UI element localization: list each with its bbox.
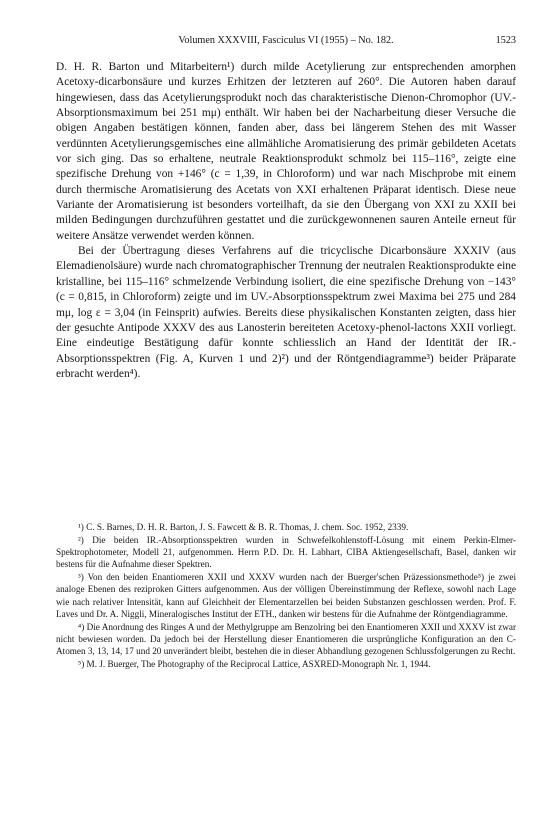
footnote: ²) Die beiden IR.-Absorptionsspektren wurden in Schwefelkohlenstoff-Lösung mit einem Perkin-Elmer-Spektrophotometer, Modell 21, aufgenommen. Herrn P.D. Dr. H. Labhart, CIBA Aktiengesellschaft, Basel, danken wir bestens für die Aufnahme dieser Spektren. [56, 534, 516, 570]
footnote: ¹) C. S. Barnes, D. H. R. Barton, J. S. Fawcett & B. R. Thomas, J. chem. Soc. 1952, 2339. [78, 522, 409, 532]
page-header [56, 35, 516, 49]
running-head: Volumen XXXVIII, Fasciculus VI (1955) – No. 182. [178, 35, 394, 46]
page-number: 1523 [495, 35, 516, 46]
main-text [56, 60, 516, 382]
paragraph: Bei der Übertragung dieses Verfahrens auf die tricyclische Dicarbonsäure XXXIV (aus Elemadienolsäure) wurde nach chromatographischer Trennung der neutralen Reaktionsprodukte eine kristalline, bei 115–116° schmelzende Verbindung isoliert, die eine spezifische Drehung von −143° (c = 0,815, in Chloroform) zeigte und im UV.-Absorptionsspektrum zwei Maxima bei 275 und 284 mμ, log ε = 3,04 (in Feinsprit) aufwies. Bereits diese physikalischen Konstanten zeigten, dass hier der gesuchte Antipode XXXV des aus Lanosterin bereiteten Acetoxy-phenol-lactons XXII vorliegt. Eine eindeutige Bestätigung dafür konnte schliesslich an Hand der Identität der IR.-Absorptionsspektren (Fig. A, Kurven 1 und 2)²) und der Röntgendiagramme³) beider Präparate erbracht werden⁴). [56, 245, 516, 380]
footnotes [56, 521, 516, 671]
footnote: ⁴) Die Anordnung des Ringes A und der Methylgruppe am Benzolring bei den Enantiomeren XXII und XXXV ist zwar nicht bewiesen worden. Da jedoch bei der Herstellung dieser Enantiomeren die ursprüngliche Konfiguration an den C-Atomen 3, 13, 14, 17 und 20 unverändert bleibt, bestehen die in dieser Abhandlung gezogenen Schlussfolgerungen zu Recht. [56, 621, 516, 657]
footnote: ⁵) M. J. Buerger, The Photography of the Reciprocal Lattice, ASXRED-Monograph Nr. 1, 1944. [78, 659, 431, 670]
footnote: ³) Von den beiden Enantiomeren XXII und XXXV wurden nach der Buerger'schen Präzessionsmethode⁵) je zwei analoge Ebenen des reziproken Gitters aufgenommen. Aus der völligen Übereinstimmung der Reflexe, sowohl nach Lage wie nach relativer Intensität, kann auf Gleichheit der Elementarzellen bei beiden Substanzen geschlossen werden. Prof. F. Laves und Dr. A. Niggli, Mineralogisches Institut der ETH., danken wir bestens für die Aufnahme der Röntgendiagramme. [56, 572, 516, 620]
paragraph: D. H. R. Barton und Mitarbeitern¹) durch milde Acetylierung zur entsprechenden amorphen Acetoxy-dicarbonsäure und kurzes Erhitzen der letzteren auf 260°. Die Autoren haben darauf hingewiesen, dass das Acetylierungsprodukt noch das charakteristische Dienon-Chromophor (UV.-Absorptionsmaximum bei 251 mμ) enthält. Wir haben bei der Nacharbeitung dieser Versuche die obigen Angaben bestätigen können, fanden aber, dass bei längerem Stehen des mit Wasser verdünnten Acetylierungsgemisches eine allmähliche Aromatisierung des primär gebildeten Acetats vor sich ging. Das so erhaltene, neutrale Reaktionsprodukt schmolz bei 115–116°, zeigte eine spezifische Drehung von +146° (c = 1,39, in Chloroform) und war nach Mischprobe mit einem durch thermische Aromatisierung des Acetats von XXI erhaltenen Präparat identisch. Diese neue Variante der Aromatisierung ist besonders vorteilhaft, da sie den Übergang von XXI zu XXII bei milden Bedingungen durchzuführen gestattet und die zurückgewonnenen sauren Anteile erneut für weitere Ansätze verwendet werden können. [56, 61, 516, 242]
